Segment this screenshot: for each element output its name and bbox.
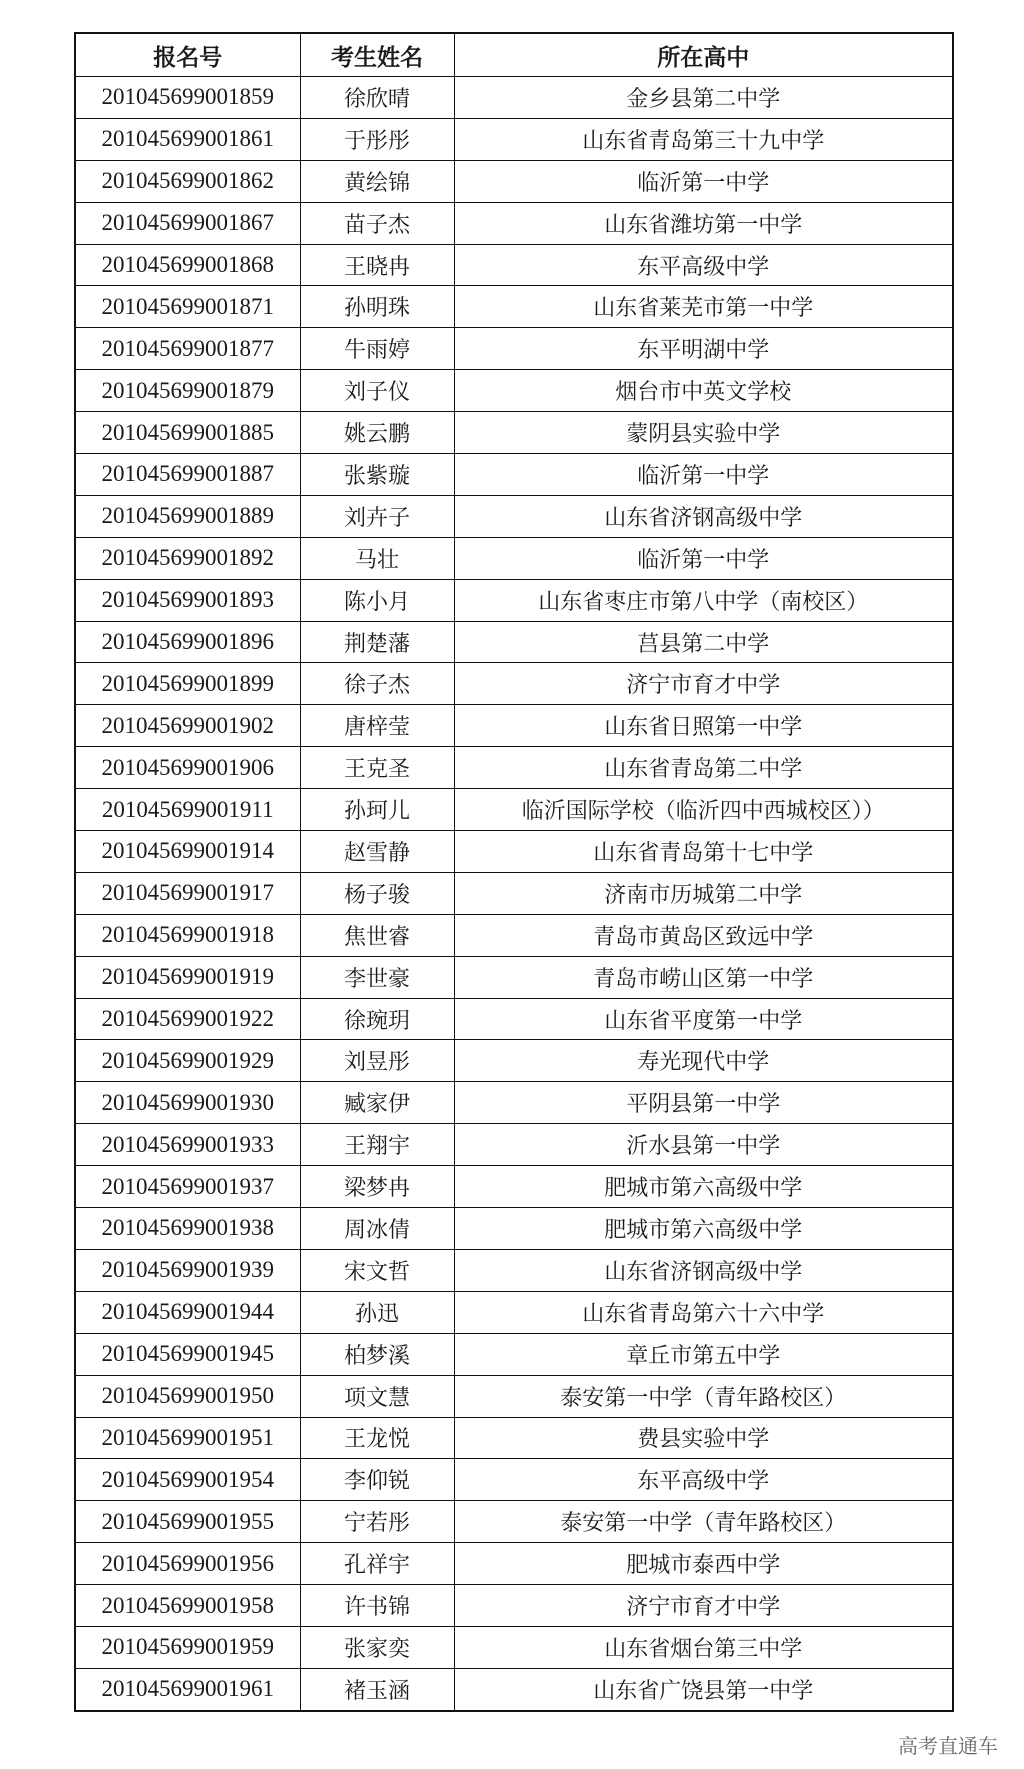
cell-high-school: 肥城市第六高级中学 bbox=[454, 1208, 953, 1250]
cell-registration-number: 201045699001930 bbox=[75, 1082, 300, 1124]
table-row bbox=[75, 1501, 953, 1543]
watermark-text: 高考直通车 bbox=[898, 1734, 998, 1758]
table-row bbox=[75, 1668, 953, 1710]
cell-student-name: 孙珂儿 bbox=[300, 789, 454, 831]
cell-high-school: 山东省青岛第十七中学 bbox=[454, 831, 953, 873]
table-row bbox=[75, 831, 953, 873]
cell-registration-number: 201045699001867 bbox=[75, 202, 300, 244]
cell-high-school: 济宁市育才中学 bbox=[454, 663, 953, 705]
cell-high-school: 临沂第一中学 bbox=[454, 537, 953, 579]
cell-student-name: 赵雪静 bbox=[300, 831, 454, 873]
table-row bbox=[75, 160, 953, 202]
header-registration-number: 报名号 bbox=[75, 33, 300, 77]
cell-registration-number: 201045699001951 bbox=[75, 1417, 300, 1459]
cell-high-school: 山东省济钢高级中学 bbox=[454, 495, 953, 537]
cell-high-school: 肥城市泰西中学 bbox=[454, 1543, 953, 1585]
table-row bbox=[75, 328, 953, 370]
cell-registration-number: 201045699001938 bbox=[75, 1208, 300, 1250]
cell-student-name: 徐子杰 bbox=[300, 663, 454, 705]
table-row bbox=[75, 454, 953, 496]
table-row bbox=[75, 663, 953, 705]
cell-student-name: 徐欣晴 bbox=[300, 77, 454, 119]
cell-student-name: 孔祥宇 bbox=[300, 1543, 454, 1585]
table-row bbox=[75, 914, 953, 956]
cell-student-name: 许书锦 bbox=[300, 1585, 454, 1627]
cell-student-name: 张紫璇 bbox=[300, 454, 454, 496]
cell-student-name: 刘昱彤 bbox=[300, 1040, 454, 1082]
table-row bbox=[75, 747, 953, 789]
cell-high-school: 沂水县第一中学 bbox=[454, 1124, 953, 1166]
table-row bbox=[75, 412, 953, 454]
cell-student-name: 姚云鹏 bbox=[300, 412, 454, 454]
cell-registration-number: 201045699001893 bbox=[75, 579, 300, 621]
cell-student-name: 王龙悦 bbox=[300, 1417, 454, 1459]
cell-high-school: 山东省潍坊第一中学 bbox=[454, 202, 953, 244]
cell-high-school: 临沂第一中学 bbox=[454, 454, 953, 496]
table-row bbox=[75, 579, 953, 621]
cell-student-name: 李仰锐 bbox=[300, 1459, 454, 1501]
cell-registration-number: 201045699001944 bbox=[75, 1291, 300, 1333]
cell-high-school: 山东省日照第一中学 bbox=[454, 705, 953, 747]
cell-registration-number: 201045699001961 bbox=[75, 1668, 300, 1710]
cell-high-school: 山东省平度第一中学 bbox=[454, 998, 953, 1040]
cell-registration-number: 201045699001914 bbox=[75, 831, 300, 873]
table-row bbox=[75, 956, 953, 998]
cell-registration-number: 201045699001906 bbox=[75, 747, 300, 789]
cell-high-school: 东平高级中学 bbox=[454, 244, 953, 286]
cell-student-name: 徐琬玥 bbox=[300, 998, 454, 1040]
cell-high-school: 肥城市第六高级中学 bbox=[454, 1166, 953, 1208]
table-row bbox=[75, 998, 953, 1040]
table-row bbox=[75, 1626, 953, 1668]
table-row bbox=[75, 1082, 953, 1124]
cell-high-school: 临沂第一中学 bbox=[454, 160, 953, 202]
table-row bbox=[75, 1333, 953, 1375]
cell-registration-number: 201045699001945 bbox=[75, 1333, 300, 1375]
table-row bbox=[75, 118, 953, 160]
table-row bbox=[75, 1459, 953, 1501]
cell-high-school: 章丘市第五中学 bbox=[454, 1333, 953, 1375]
cell-high-school: 山东省莱芜市第一中学 bbox=[454, 286, 953, 328]
cell-registration-number: 201045699001956 bbox=[75, 1543, 300, 1585]
cell-student-name: 陈小月 bbox=[300, 579, 454, 621]
cell-student-name: 孙迅 bbox=[300, 1291, 454, 1333]
table-row bbox=[75, 705, 953, 747]
cell-registration-number: 201045699001955 bbox=[75, 1501, 300, 1543]
cell-high-school: 山东省青岛第二中学 bbox=[454, 747, 953, 789]
cell-registration-number: 201045699001859 bbox=[75, 77, 300, 119]
table-row bbox=[75, 1375, 953, 1417]
cell-registration-number: 201045699001911 bbox=[75, 789, 300, 831]
cell-high-school: 山东省枣庄市第八中学（南校区） bbox=[454, 579, 953, 621]
table-row bbox=[75, 1124, 953, 1166]
cell-student-name: 刘卉子 bbox=[300, 495, 454, 537]
cell-student-name: 于彤彤 bbox=[300, 118, 454, 160]
table-row bbox=[75, 872, 953, 914]
table-row bbox=[75, 621, 953, 663]
table-row bbox=[75, 1291, 953, 1333]
cell-student-name: 焦世睿 bbox=[300, 914, 454, 956]
cell-registration-number: 201045699001862 bbox=[75, 160, 300, 202]
cell-high-school: 蒙阴县实验中学 bbox=[454, 412, 953, 454]
cell-registration-number: 201045699001885 bbox=[75, 412, 300, 454]
cell-student-name: 孙明珠 bbox=[300, 286, 454, 328]
table-row bbox=[75, 77, 953, 119]
cell-registration-number: 201045699001933 bbox=[75, 1124, 300, 1166]
table-row bbox=[75, 370, 953, 412]
cell-student-name: 苗子杰 bbox=[300, 202, 454, 244]
cell-high-school: 山东省青岛第三十九中学 bbox=[454, 118, 953, 160]
cell-student-name: 宁若彤 bbox=[300, 1501, 454, 1543]
cell-registration-number: 201045699001889 bbox=[75, 495, 300, 537]
cell-student-name: 张家奕 bbox=[300, 1626, 454, 1668]
cell-registration-number: 201045699001896 bbox=[75, 621, 300, 663]
cell-student-name: 臧家伊 bbox=[300, 1082, 454, 1124]
table-row bbox=[75, 1249, 953, 1291]
cell-student-name: 周冰倩 bbox=[300, 1208, 454, 1250]
cell-high-school: 寿光现代中学 bbox=[454, 1040, 953, 1082]
cell-high-school: 东平明湖中学 bbox=[454, 328, 953, 370]
cell-registration-number: 201045699001958 bbox=[75, 1585, 300, 1627]
cell-student-name: 褚玉涵 bbox=[300, 1668, 454, 1710]
cell-student-name: 柏梦溪 bbox=[300, 1333, 454, 1375]
cell-high-school: 平阴县第一中学 bbox=[454, 1082, 953, 1124]
table-row bbox=[75, 244, 953, 286]
table-row bbox=[75, 1208, 953, 1250]
header-student-name: 考生姓名 bbox=[300, 33, 454, 77]
cell-high-school: 山东省烟台第三中学 bbox=[454, 1626, 953, 1668]
cell-student-name: 宋文哲 bbox=[300, 1249, 454, 1291]
cell-high-school: 东平高级中学 bbox=[454, 1459, 953, 1501]
cell-registration-number: 201045699001899 bbox=[75, 663, 300, 705]
cell-high-school: 青岛市崂山区第一中学 bbox=[454, 956, 953, 998]
cell-student-name: 王克圣 bbox=[300, 747, 454, 789]
table-row bbox=[75, 1543, 953, 1585]
cell-registration-number: 201045699001892 bbox=[75, 537, 300, 579]
cell-registration-number: 201045699001917 bbox=[75, 872, 300, 914]
cell-registration-number: 201045699001959 bbox=[75, 1626, 300, 1668]
cell-registration-number: 201045699001871 bbox=[75, 286, 300, 328]
cell-registration-number: 201045699001950 bbox=[75, 1375, 300, 1417]
table-row bbox=[75, 495, 953, 537]
cell-registration-number: 201045699001939 bbox=[75, 1249, 300, 1291]
cell-student-name: 梁梦冉 bbox=[300, 1166, 454, 1208]
cell-high-school: 金乡县第二中学 bbox=[454, 77, 953, 119]
cell-high-school: 莒县第二中学 bbox=[454, 621, 953, 663]
table-header-row bbox=[75, 33, 953, 77]
cell-registration-number: 201045699001887 bbox=[75, 454, 300, 496]
cell-student-name: 唐梓莹 bbox=[300, 705, 454, 747]
table-row bbox=[75, 1040, 953, 1082]
cell-student-name: 刘子仪 bbox=[300, 370, 454, 412]
cell-registration-number: 201045699001929 bbox=[75, 1040, 300, 1082]
table-row bbox=[75, 789, 953, 831]
table-row bbox=[75, 537, 953, 579]
cell-high-school: 烟台市中英文学校 bbox=[454, 370, 953, 412]
cell-student-name: 李世豪 bbox=[300, 956, 454, 998]
table-row bbox=[75, 1585, 953, 1627]
table-row bbox=[75, 202, 953, 244]
cell-registration-number: 201045699001861 bbox=[75, 118, 300, 160]
table-body bbox=[75, 77, 953, 1711]
table-row bbox=[75, 1417, 953, 1459]
cell-registration-number: 201045699001877 bbox=[75, 328, 300, 370]
cell-high-school: 费县实验中学 bbox=[454, 1417, 953, 1459]
admission-roster-table bbox=[74, 32, 954, 1712]
table-row bbox=[75, 286, 953, 328]
cell-high-school: 临沂国际学校（临沂四中西城校区）） bbox=[454, 789, 953, 831]
cell-registration-number: 201045699001922 bbox=[75, 998, 300, 1040]
cell-registration-number: 201045699001954 bbox=[75, 1459, 300, 1501]
cell-high-school: 山东省青岛第六十六中学 bbox=[454, 1291, 953, 1333]
cell-high-school: 山东省济钢高级中学 bbox=[454, 1249, 953, 1291]
cell-student-name: 马壮 bbox=[300, 537, 454, 579]
cell-student-name: 王翔宇 bbox=[300, 1124, 454, 1166]
cell-student-name: 牛雨婷 bbox=[300, 328, 454, 370]
cell-high-school: 山东省广饶县第一中学 bbox=[454, 1668, 953, 1710]
cell-high-school: 泰安第一中学（青年路校区） bbox=[454, 1501, 953, 1543]
cell-student-name: 黄绘锦 bbox=[300, 160, 454, 202]
cell-high-school: 青岛市黄岛区致远中学 bbox=[454, 914, 953, 956]
cell-registration-number: 201045699001902 bbox=[75, 705, 300, 747]
table-row bbox=[75, 1166, 953, 1208]
header-high-school: 所在高中 bbox=[454, 33, 953, 77]
cell-registration-number: 201045699001918 bbox=[75, 914, 300, 956]
cell-high-school: 济南市历城第二中学 bbox=[454, 872, 953, 914]
cell-student-name: 王晓冉 bbox=[300, 244, 454, 286]
cell-registration-number: 201045699001919 bbox=[75, 956, 300, 998]
cell-high-school: 泰安第一中学（青年路校区） bbox=[454, 1375, 953, 1417]
cell-registration-number: 201045699001937 bbox=[75, 1166, 300, 1208]
cell-registration-number: 201045699001879 bbox=[75, 370, 300, 412]
cell-high-school: 济宁市育才中学 bbox=[454, 1585, 953, 1627]
cell-registration-number: 201045699001868 bbox=[75, 244, 300, 286]
cell-student-name: 杨子骏 bbox=[300, 872, 454, 914]
cell-student-name: 荆楚藩 bbox=[300, 621, 454, 663]
cell-student-name: 项文慧 bbox=[300, 1375, 454, 1417]
